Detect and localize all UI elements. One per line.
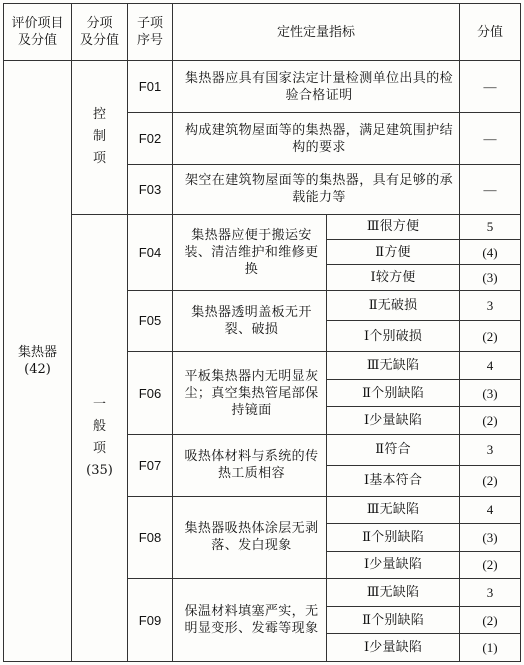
group-general: 一 般 项 (35) [72, 214, 128, 662]
header-sub-code: 子项 序号 [128, 4, 173, 61]
header-score: 分值 [460, 4, 521, 61]
indicator-text: 保温材料填塞严实，无明显变形、发霉等现象 [173, 579, 327, 662]
score-value: — [460, 164, 521, 214]
level-label: Ⅱ个别缺陷 [327, 379, 460, 407]
indicator-text: 平板集热器内无明显灰尘；真空集热管尾部保持镜面 [173, 352, 327, 435]
score-value: (2) [460, 321, 521, 352]
sub-code: F06 [128, 352, 173, 435]
level-label: Ⅰ较方便 [327, 265, 460, 290]
indicator-text: 构成建筑物屋面等的集热器，满足建筑围护结构的要求 [173, 113, 460, 165]
score-value: (2) [460, 551, 521, 579]
group-control: 控 制 项 [72, 61, 128, 214]
category-collector: 集热器 (42) [4, 61, 72, 662]
level-label: Ⅱ个别缺陷 [327, 524, 460, 552]
header-row [4, 4, 521, 61]
header-indicator: 定性定量指标 [173, 4, 460, 61]
evaluation-table [3, 3, 521, 662]
score-value: (2) [460, 407, 521, 435]
indicator-text: 架空在建筑物屋面等的集热器，具有足够的承载能力等 [173, 164, 460, 214]
sub-code: F01 [128, 61, 173, 113]
level-label: Ⅱ符合 [327, 434, 460, 465]
level-label: Ⅲ无缺陷 [327, 496, 460, 524]
score-value: 4 [460, 496, 521, 524]
header-eval-item: 评价项目 及分值 [4, 4, 72, 61]
level-label: Ⅲ很方便 [327, 214, 460, 239]
table-row [4, 214, 521, 239]
level-label: Ⅰ少量缺陷 [327, 634, 460, 662]
sub-code: F04 [128, 214, 173, 290]
score-value: (1) [460, 634, 521, 662]
score-value: (2) [460, 606, 521, 634]
table-row [4, 61, 521, 113]
score-value: (3) [460, 379, 521, 407]
score-value: (2) [460, 465, 521, 496]
score-value: 4 [460, 352, 521, 380]
sub-code: F08 [128, 496, 173, 579]
score-value: (3) [460, 524, 521, 552]
indicator-text: 集热器应具有国家法定计量检测单位出具的检验合格证明 [173, 61, 460, 113]
score-value: 3 [460, 290, 521, 321]
indicator-text: 集热器吸热体涂层无剥落、发白现象 [173, 496, 327, 579]
level-label: Ⅰ基本符合 [327, 465, 460, 496]
score-value: (4) [460, 239, 521, 264]
level-label: Ⅰ少量缺陷 [327, 551, 460, 579]
level-label: Ⅱ个别缺陷 [327, 606, 460, 634]
indicator-text: 吸热体材料与系统的传热工质相容 [173, 434, 327, 496]
sub-code: F07 [128, 434, 173, 496]
level-label: Ⅰ个别破损 [327, 321, 460, 352]
header-sub-item: 分项 及分值 [72, 4, 128, 61]
score-value: 5 [460, 214, 521, 239]
level-label: Ⅰ少量缺陷 [327, 407, 460, 435]
level-label: Ⅲ无缺陷 [327, 579, 460, 607]
indicator-text: 集热器应便于搬运安装、清洁维护和维修更换 [173, 214, 327, 290]
score-value: (3) [460, 265, 521, 290]
score-value: 3 [460, 579, 521, 607]
level-label: Ⅲ无缺陷 [327, 352, 460, 380]
sub-code: F02 [128, 113, 173, 165]
indicator-text: 集热器透明盖板无开裂、破损 [173, 290, 327, 352]
level-label: Ⅱ无破损 [327, 290, 460, 321]
level-label: Ⅱ方便 [327, 239, 460, 264]
sub-code: F03 [128, 164, 173, 214]
score-value: 3 [460, 434, 521, 465]
score-value: — [460, 113, 521, 165]
sub-code: F09 [128, 579, 173, 662]
score-value: — [460, 61, 521, 113]
sub-code: F05 [128, 290, 173, 352]
